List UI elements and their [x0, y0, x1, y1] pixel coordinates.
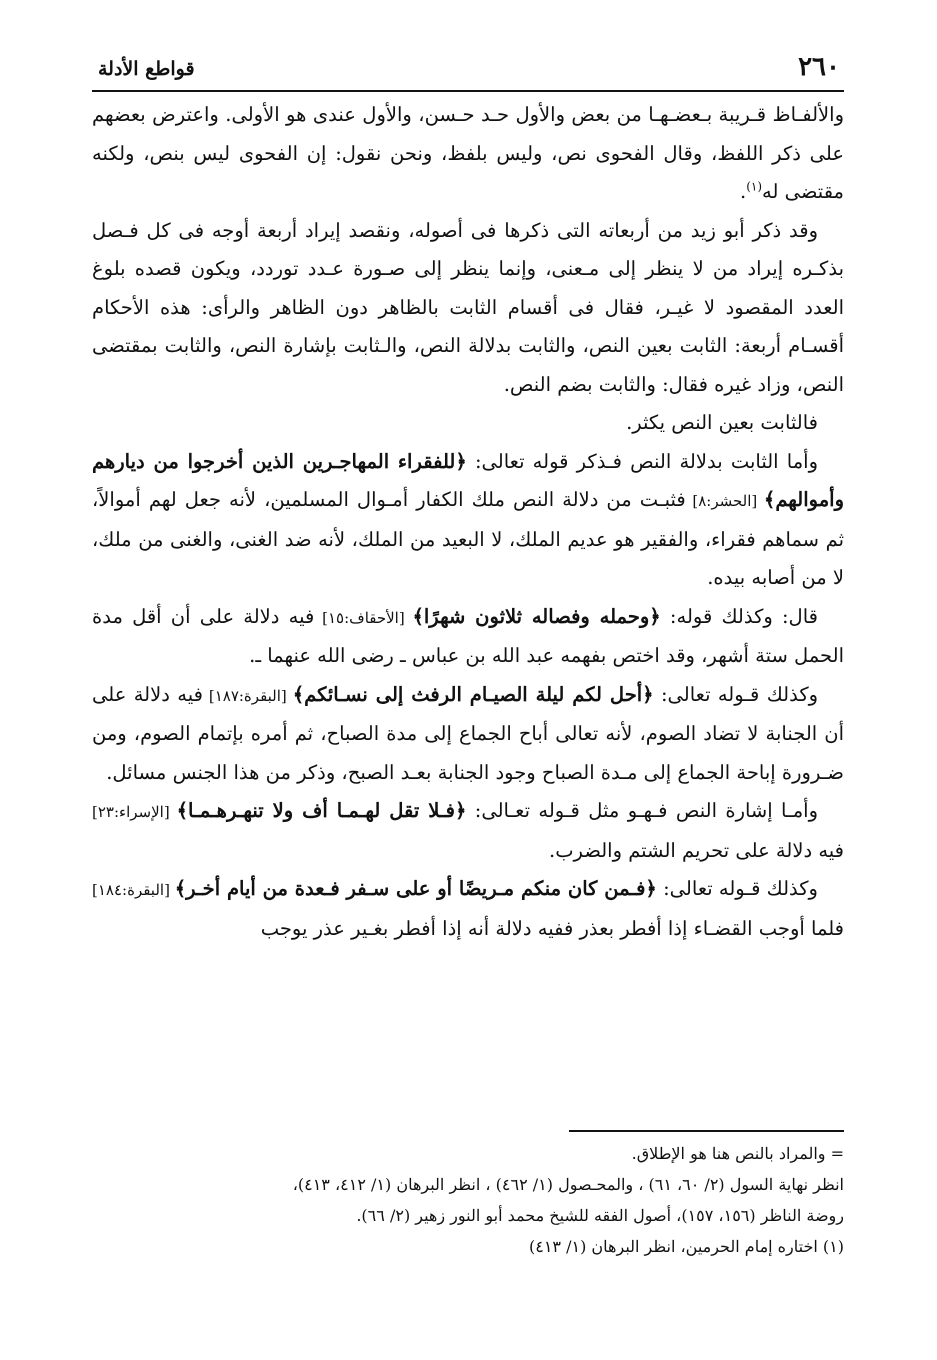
quran-verse: ﴿فـمن كان منكم مـريضًا أو على سـفر فـعدة من أيام أخـر﴾ [174, 877, 657, 900]
verse-reference: [الأحقاف:١٥] [314, 608, 413, 627]
footnote-separator [569, 1130, 844, 1132]
quran-verse: ﴿فـلا تقل لهـمـا أف ولا تنهـرهـمـا﴾ [176, 799, 467, 822]
verse-reference: [البقرة:١٨٧] [202, 686, 293, 705]
paragraph-3: فالثابت بعين النص يكثر. [626, 411, 818, 434]
running-title: قواطع الأدلة [98, 58, 195, 80]
footnote-1: (١) اختاره إمام الحرمين، انظر البرهان (١/ ٤١٣) [528, 1237, 844, 1256]
paragraph-5: قال: وكذلك قوله: ﴿وحمله وفصاله ثلاثون شهرًا﴾ [الأحقاف:١٥] فيه دلالة على أن أقل مدة الحمل ستة أشهر، وقد اختص بفهمه عبد الله بن عباس ـ رضى الله عنهما ـ. [92, 604, 844, 667]
paragraph-4: وأما الثابت بدلالة النص فـذكر قوله تعالى: ﴿للفقراء المهاجـرين الذين أخرجوا من ديارهم وأموالهم﴾ [الحشر:٨] فثبـت من دلالة النص ملك الكفار أمـوال المسلمين، لأنه جعل لهم أموالاً، ثم سماهم فقراء، والفقير هو عديم الملك، لا البعيد من الملك، لأنه ضد الغنى، والغنى من ملك، لا من أصابه بيده. [92, 449, 844, 589]
footnote-references-1: انظر نهاية السول (٢/ ٦٠، ٦١) ، والمحـصول (١/ ٤٦٢) ، انظر البرهان (١/ ٤١٢، ٤١٣)، [292, 1175, 844, 1194]
paragraph-6: وكذلك قـوله تعالى: ﴿أحل لكم ليلة الصيـام الرفث إلى نسـائكم﴾ [البقرة:١٨٧] فيه دلالة على أن الجنابة لا تضاد الصوم، لأنه تعالى أباح الجماع إلى مدة الصباح، ثم أمره بإتمام الصوم، ومن ضـرورة إباحة الجماع إلى مـدة الصباح وجود الجنابة بعـد الصبح، وذكر من هذا الجنس مسائل. [92, 682, 844, 784]
verse-reference: [البقرة:١٨٤] [92, 881, 175, 899]
page-header [92, 40, 844, 92]
quran-verse: ﴿للفقراء المهاجـرين الذين أخرجوا من ديارهم وأموالهم﴾ [92, 449, 844, 511]
footnote-continuation: = والمراد بالنص هنا هو الإطلاق. [631, 1144, 844, 1163]
footnote-marker: (١) [746, 179, 763, 194]
footnotes [92, 1130, 844, 1262]
paragraph-2: وقد ذكر أبو زيد من أربعاته التى ذكرها فى أصوله، ونقصد إيراد أربعة أوجه فى كل فـصل بذكـره إيراد من لا ينظر إلى مـعنى، وإنما ينظر إلى صـورة عـدد توردد، ويكون قصده بلوغ العدد المقصود لا غيـر، فقال فى أقسام الثابت بالظاهر دون الظاهر والرأى: هذه الأحكام أقسـام أربعة: الثابت بعين النص، والثابت بدلالة النص، والـثابت بإشارة النص، والثابت بمقتضى النص، وزاد غيره فقال: والثابت بضم النص. [92, 218, 844, 396]
verse-reference: [الإسراء:٢٣] [92, 803, 177, 821]
paragraph-7: وأمـا إشارة النص فـهـو مثل قـوله تعـالى: ﴿فـلا تقل لهـمـا أف ولا تنهـرهـمـا﴾ [الإسراء:٢٣] فيه دلالة على تحريم الشتم والضرب. [92, 799, 844, 862]
quran-verse: ﴿وحمله وفصاله ثلاثون شهرًا﴾ [412, 604, 661, 628]
page-number: ٢٦٠ [798, 52, 840, 82]
quran-verse: ﴿أحل لكم ليلة الصيـام الرفث إلى نسـائكم﴾ [292, 682, 654, 706]
verse-reference: [الحشر:٨] [685, 492, 764, 510]
paragraph-8: وكذلك قـوله تعالى: ﴿فـمن كان منكم مـريضًا أو على سـفر فـعدة من أيام أخـر﴾ [البقرة:١٨٤] فلما أوجب القضـاء إذا أفطر بعذر ففيه دلالة أنه إذا أفطر بغـير عذر يوجب [92, 877, 844, 940]
paragraph-1: والألفـاظ قـريبة بـعضـهـا من بعض والأول حـد حـسن، والأول عندى هو الأولى. واعترض بعضهم على ذكر اللفظ، وقال الفحوى نص، وليس بلفظ، ونحن نقول: إن الفحوى ليس بنص، ولكنه مقتضى له$^{(١)}$. [92, 103, 844, 203]
footnote-references-2: روضة الناظر (١٥٦، ١٥٧)، أصول الفقه للشيخ محمد أبو النور زهير (٢/ ٦٦). [356, 1206, 844, 1225]
main-text [92, 96, 844, 948]
